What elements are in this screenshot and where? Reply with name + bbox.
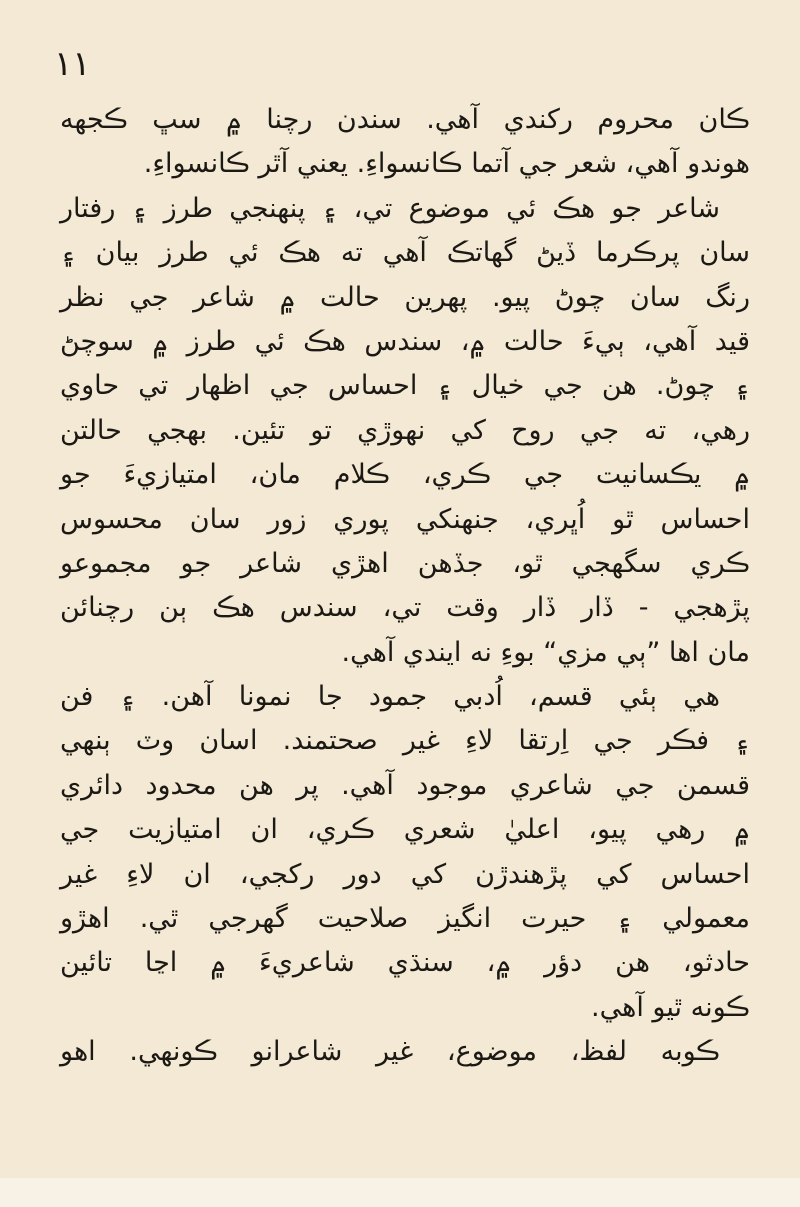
- text-line: پڙهجي - ڏار ڏار وقت تي، سندس هڪ ٻن رچنائن: [60, 592, 750, 624]
- text-line: رنگ سان چوڻ پيو. پهرين حالت ۾ شاعر جي نظر: [60, 281, 750, 313]
- text-line: قيد آهي، ٻيءَ حالت ۾، سندس هڪ ئي طرز ۾ سوچڻ: [60, 325, 750, 357]
- body-text: [60, 98, 750, 1075]
- text-line: ڪوبه لفظ، موضوع، غير شاعرانو ڪونهي. اهو: [60, 1036, 720, 1068]
- text-line: ۽ فڪر جي اِرتقا لاءِ غير صحتمند. اسان وٽ ٻنهي: [60, 725, 750, 757]
- text-line: هي ٻئي قسم، اُدبي جمود جا نمونا آهن. ۽ فن: [60, 681, 720, 713]
- text-line: ۾ رهي پيو، اعليٰ شعري ڪري، ان امتيازيت جي: [60, 814, 750, 846]
- text-line: هوندو آهي، شعر جي آتما ڪانسواءِ. يعني آٿر ڪانسواءِ.: [143, 148, 750, 180]
- text-line: معمولي ۽ حيرت انگيز صلاحيت گهرجي ٿي. اهڙو: [60, 903, 750, 935]
- text-line: مان اها ”ٻي مزي“ بوءِ نه ايندي آهي.: [341, 636, 750, 668]
- text-line: ۾ يڪسانيت جي ڪري، ڪلام مان، امتيازيءَ جو: [60, 459, 750, 491]
- text-line: شاعر جو هڪ ئي موضوع تي، ۽ پنهنجي طرز ۽ رفتار: [60, 192, 720, 224]
- text-line: احساس کي پڙهندڙن کي دور رکجي، ان لاءِ غير: [60, 858, 750, 890]
- text-line: سان پرڪرما ڏيڻ گهاتڪ آهي ته هڪ ئي طرز بيان ۽: [60, 237, 750, 269]
- text-line: ڪان محروم رکندي آهي. سندن رچنا ۾ سڀ ڪجهه: [60, 104, 750, 135]
- text-line: حادثو، هن دؤر ۾، سنڌي شاعريءَ ۾ اڃا تائين: [60, 947, 750, 979]
- text-line: ۽ چوڻ. هن جي خيال ۽ احساس جي اظهار تي حاوي: [60, 370, 750, 402]
- text-line: قسمن جي شاعري موجود آهي. پر هن محدود دائري: [60, 769, 750, 801]
- page-number: ١١: [54, 44, 91, 84]
- page-bottom-margin: [0, 1178, 800, 1207]
- text-line: ڪونه ٿيو آهي.: [591, 991, 750, 1023]
- text-line: رهي، ته جي روح کي نهوڙي تو تئين. بهجي حالتن: [60, 414, 750, 446]
- text-line: ڪري سگهجي ٿو، جڏهن اهڙي شاعر جو مجموعو: [60, 547, 750, 579]
- text-line: احساس ٿو اُڀري، جنهنکي پوري زور سان محسوس: [60, 503, 750, 535]
